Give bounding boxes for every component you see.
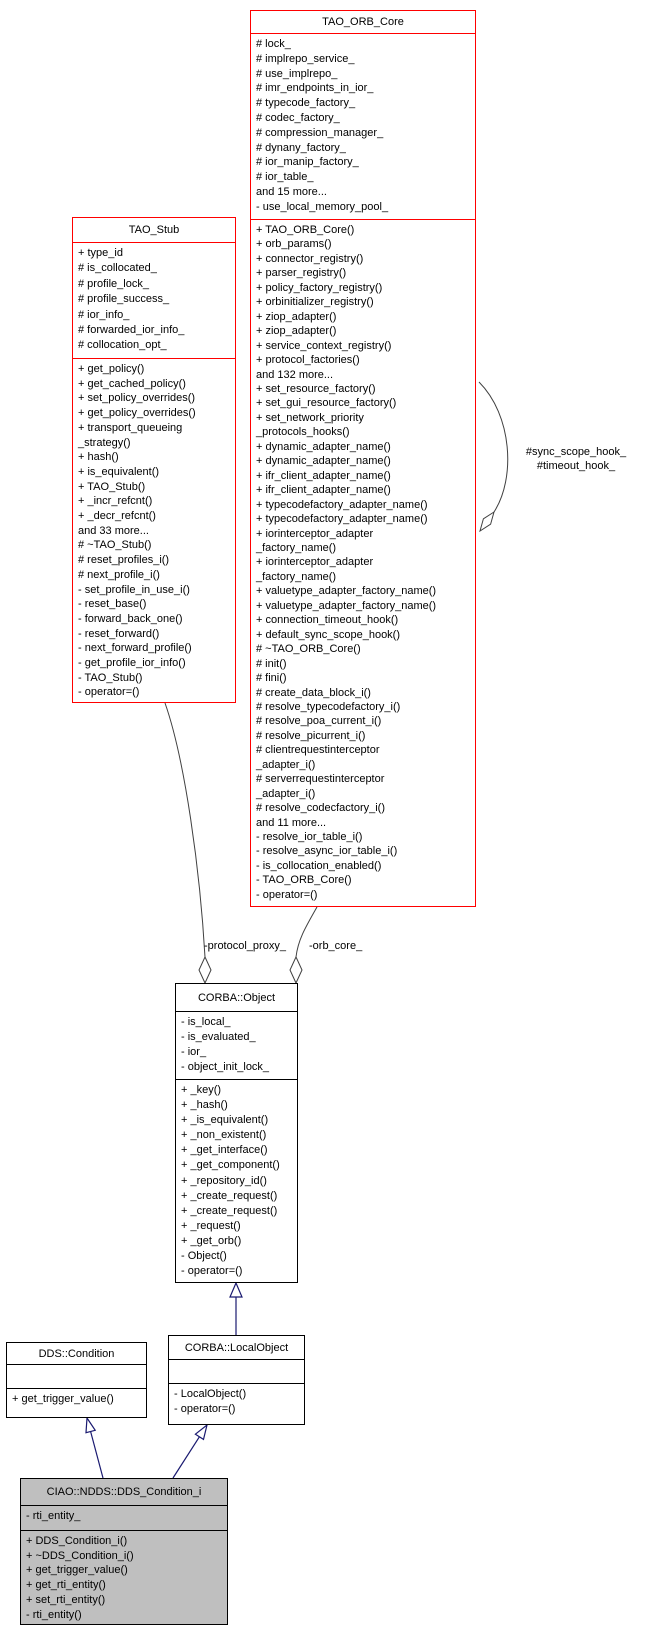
member-line: + set_gui_resource_factory() <box>256 397 397 410</box>
member-line: + _get_orb() <box>181 1234 242 1247</box>
member-line: # resolve_picurrent_i() <box>256 729 366 742</box>
member-line: - forward_back_one() <box>78 612 183 625</box>
member-line: + is_equivalent() <box>78 465 160 478</box>
member-line: + TAO_Stub() <box>78 480 146 493</box>
member-line: # typecode_factory_ <box>256 97 356 110</box>
member-line: # ior_info_ <box>78 308 130 321</box>
member-line: - rti_entity() <box>26 1608 82 1621</box>
class-title: CORBA::Object <box>197 991 276 1004</box>
member-line: _factory_name() <box>256 541 337 554</box>
member-line: # ~TAO_Stub() <box>78 539 152 552</box>
member-line: + get_cached_policy() <box>78 377 186 390</box>
member-line: # ~TAO_ORB_Core() <box>256 643 361 656</box>
member-line: + typecodefactory_adapter_name() <box>256 498 428 511</box>
member-line: # reset_profiles_i() <box>78 554 170 567</box>
member-line: + _key() <box>181 1084 222 1096</box>
member-line: + _get_interface() <box>181 1144 268 1157</box>
member-line: + ziop_adapter() <box>256 325 337 338</box>
member-line: - resolve_async_ior_table_i() <box>256 845 398 858</box>
member-line: + set_resource_factory() <box>256 382 376 395</box>
member-line: _strategy() <box>78 436 131 449</box>
member-line: # codec_factory_ <box>256 111 340 124</box>
edge-label-timeout-hook: #timeout_hook_ <box>536 460 616 472</box>
member-line: # create_data_block_i() <box>256 686 371 699</box>
member-line: + set_policy_overrides() <box>78 392 196 405</box>
member-line: + get_trigger_value() <box>26 1564 128 1577</box>
member-line: + get_policy_overrides() <box>78 407 196 420</box>
member-line: + get_trigger_value() <box>12 1393 114 1405</box>
member-line: + hash() <box>78 451 119 464</box>
member-line: and 132 more... <box>256 368 334 381</box>
member-line: + valuetype_adapter_factory_name() <box>256 585 437 598</box>
member-line: + service_context_registry() <box>256 339 392 352</box>
inheritance-arrow-icon <box>230 1283 242 1297</box>
class-box-tao-stub[interactable] <box>72 217 236 703</box>
member-line: and 11 more... <box>256 816 327 829</box>
member-line: # resolve_codecfactory_i() <box>256 802 386 815</box>
attributes-section <box>7 1364 146 1388</box>
member-line: + _create_request() <box>181 1204 278 1217</box>
class-box-tao-orb-core[interactable] <box>250 10 476 907</box>
attributes-section <box>169 1359 304 1383</box>
member-line: + valuetype_adapter_factory_name() <box>256 599 437 612</box>
member-line: _adapter_i() <box>256 787 316 800</box>
member-line: # profile_lock_ <box>78 277 149 290</box>
open-diamond-icon <box>290 957 302 983</box>
member-line: + _create_request() <box>181 1189 278 1202</box>
attributes-section <box>176 1011 297 1079</box>
member-line: # forwarded_ior_info_ <box>78 324 185 337</box>
member-line: + ~DDS_Condition_i() <box>26 1549 134 1562</box>
member-line: - use_local_memory_pool_ <box>256 200 389 213</box>
class-box-dds-condition[interactable] <box>6 1342 147 1418</box>
member-line: + _get_component() <box>181 1159 280 1172</box>
member-line: + set_network_priority <box>256 411 364 424</box>
member-line: - object_init_lock_ <box>181 1061 270 1073</box>
member-line: # resolve_typecodefactory_i() <box>256 700 401 713</box>
methods-section <box>251 219 475 906</box>
class-box-corba-localobject[interactable] <box>168 1335 305 1425</box>
member-line: + iorinterceptor_adapter <box>256 527 374 540</box>
member-line: + _is_equivalent() <box>181 1114 269 1127</box>
member-line: - reset_base() <box>78 598 147 611</box>
methods-section <box>7 1388 146 1417</box>
methods-section <box>21 1530 227 1624</box>
member-line: + TAO_ORB_Core() <box>256 224 355 236</box>
member-line: # fini() <box>256 672 287 685</box>
member-line: # next_profile_i() <box>78 568 160 581</box>
member-line: and 33 more... <box>78 524 149 537</box>
member-line: + parser_registry() <box>256 267 347 280</box>
member-line: # imr_endpoints_in_ior_ <box>256 82 374 95</box>
member-line: + set_rti_entity() <box>26 1593 106 1606</box>
open-diamond-icon <box>199 957 211 983</box>
attributes-section <box>251 33 475 219</box>
member-line: # implrepo_service_ <box>256 52 355 65</box>
member-line: and 15 more... <box>256 185 327 198</box>
class-title: TAO_Stub <box>128 224 180 236</box>
member-line: + ifr_client_adapter_name() <box>256 469 391 482</box>
member-line: _adapter_i() <box>256 758 316 771</box>
member-line: + transport_queueing <box>78 421 183 434</box>
member-line: - get_profile_ior_info() <box>78 657 186 670</box>
member-line: # use_implrepo_ <box>256 67 338 80</box>
member-line: + connector_registry() <box>256 252 364 265</box>
member-line: # compression_manager_ <box>256 126 384 139</box>
member-line: # ior_table_ <box>256 171 314 184</box>
member-line: - Object() <box>181 1250 227 1263</box>
member-line: _factory_name() <box>256 570 337 583</box>
member-line: + orb_params() <box>256 238 332 251</box>
class-title: TAO_ORB_Core <box>322 16 404 28</box>
member-line: - is_evaluated_ <box>181 1031 256 1043</box>
member-line: # init() <box>256 657 287 670</box>
member-line: + ifr_client_adapter_name() <box>256 484 391 497</box>
member-line: + dynamic_adapter_name() <box>256 455 391 468</box>
member-line: - ior_ <box>181 1046 207 1058</box>
member-line: - operator=() <box>256 888 318 901</box>
member-line: + DDS_Condition_i() <box>26 1535 128 1547</box>
inheritance-edge-localobject-object <box>230 1283 242 1335</box>
member-line: # collocation_opt_ <box>78 339 167 352</box>
member-line: + protocol_factories() <box>256 354 360 367</box>
member-line: # resolve_poa_current_i() <box>256 715 382 728</box>
member-line: - is_local_ <box>181 1016 231 1028</box>
inheritance-arrow-icon <box>86 1418 95 1433</box>
attributes-section <box>73 242 235 358</box>
member-line: # is_collocated_ <box>78 262 157 275</box>
member-line: _protocols_hooks() <box>256 426 350 439</box>
member-line: + ziop_adapter() <box>256 310 337 323</box>
methods-section <box>169 1383 304 1424</box>
member-line: # dynany_factory_ <box>256 141 346 154</box>
class-title: CIAO::NDDS::DDS_Condition_i <box>46 1486 202 1498</box>
member-line: - operator=() <box>78 686 140 699</box>
class-box-corba-object[interactable] <box>175 983 298 1283</box>
member-line: + get_rti_entity() <box>26 1579 106 1592</box>
edge-label-orb-core: -orb_core_ <box>309 940 363 952</box>
methods-section <box>176 1079 297 1282</box>
class-title: CORBA::LocalObject <box>184 1341 289 1354</box>
member-line: + policy_factory_registry() <box>256 281 383 294</box>
edge-label-sync-scope-hook: #sync_scope_hook_ <box>525 446 627 458</box>
open-diamond-icon <box>480 512 494 531</box>
member-line: - next_forward_profile() <box>78 642 192 655</box>
member-line: + default_sync_scope_hook() <box>256 628 401 641</box>
member-line: + iorinterceptor_adapter <box>256 556 374 569</box>
member-line: + dynamic_adapter_name() <box>256 440 391 453</box>
member-line: + connection_timeout_hook() <box>256 614 399 627</box>
member-line: + _repository_id() <box>181 1174 267 1187</box>
class-box-ciao-ndds-dds-condition-i[interactable] <box>20 1478 228 1625</box>
member-line: # lock_ <box>256 38 291 50</box>
member-line: # serverrequestinterceptor <box>256 773 385 786</box>
member-line: + get_policy() <box>78 363 145 375</box>
member-line: # profile_success_ <box>78 293 170 306</box>
member-line: - TAO_Stub() <box>78 671 143 684</box>
class-title: DDS::Condition <box>38 1347 115 1360</box>
member-line: + _request() <box>181 1219 241 1232</box>
member-line: + _decr_refcnt() <box>78 510 156 523</box>
inheritance-arrow-icon <box>195 1425 207 1439</box>
member-line: - operator=() <box>181 1265 243 1278</box>
edge-label-hooks <box>503 445 649 473</box>
member-line: - operator=() <box>174 1403 236 1415</box>
member-line: + orbinitializer_registry() <box>256 296 374 309</box>
member-line: + typecodefactory_adapter_name() <box>256 513 428 526</box>
member-line: + _incr_refcnt() <box>78 495 153 508</box>
inheritance-edge-ddsconditioni-ddscondition <box>86 1418 103 1478</box>
methods-section <box>73 358 235 702</box>
inheritance-edge-ddsconditioni-localobject <box>173 1425 207 1478</box>
member-line: # clientrequestinterceptor <box>256 744 380 757</box>
member-line: - reset_forward() <box>78 627 160 640</box>
member-line: # ior_manip_factory_ <box>256 156 359 169</box>
member-line: + _non_existent() <box>181 1129 267 1142</box>
member-line: + type_id <box>78 247 123 259</box>
member-line: - is_collocation_enabled() <box>256 859 382 872</box>
member-line: - set_profile_in_use_i() <box>78 583 190 596</box>
member-line: - TAO_ORB_Core() <box>256 874 352 887</box>
member-line: + _hash() <box>181 1099 228 1112</box>
member-line: - LocalObject() <box>174 1388 247 1400</box>
attributes-section <box>21 1505 227 1530</box>
edge-label-protocol-proxy: -protocol_proxy_ <box>204 940 286 952</box>
member-line: - resolve_ior_table_i() <box>256 831 363 844</box>
member-line: - rti_entity_ <box>26 1510 81 1522</box>
